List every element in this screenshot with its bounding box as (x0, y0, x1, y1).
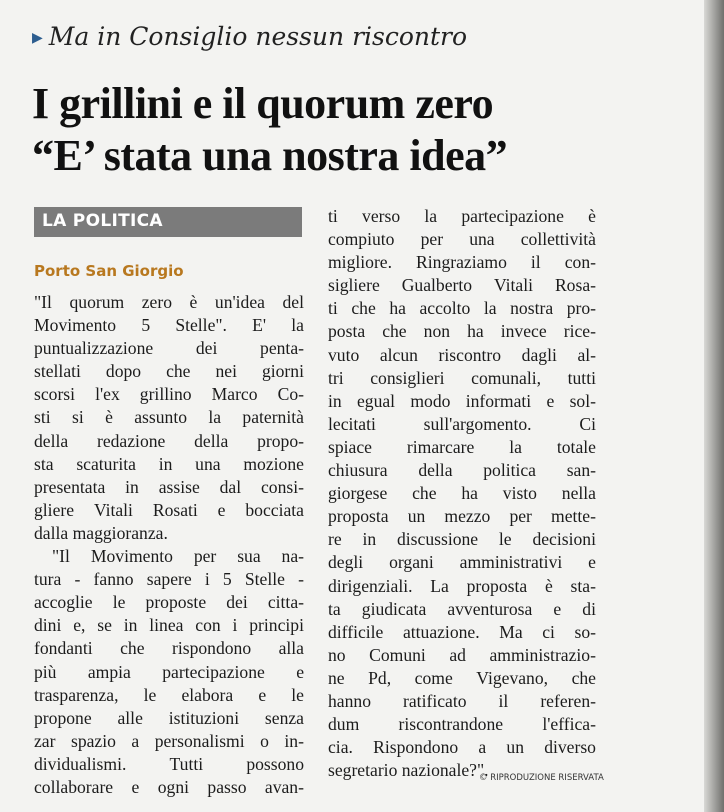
text-line: dum riscontrandone l'effica- (328, 714, 596, 735)
text-line: compiuto per una collettività (328, 229, 596, 250)
text-line: della redazione della propo- (34, 430, 304, 451)
text-line: "Il quorum zero è un'idea del (34, 292, 304, 312)
text-line: fondanti che rispondono alla (34, 638, 304, 659)
text-line: tura - fanno sapere i 5 Stelle - (34, 569, 304, 590)
text-line: puntualizzazione dei penta- (34, 338, 304, 359)
text-line: cia. Rispondono a un diverso (328, 737, 596, 758)
text-line: trasparenza, le elabora e le (34, 684, 304, 705)
kicker-text: Ma in Consiglio nessun riscontro (48, 22, 468, 51)
text-line: no Comuni ad amministrazio- (328, 644, 596, 665)
section-label (34, 207, 302, 237)
text-line: spiace rimarcare la totale (328, 436, 596, 457)
text-line: degli organi amministrativi e (328, 552, 596, 573)
text-line: più ampia partecipazione e (34, 661, 304, 682)
text-line: "Il Movimento per sua na- (52, 546, 304, 567)
text-line: stellati dopo che nei giorni (34, 361, 304, 382)
kicker (32, 22, 467, 51)
text-line: lecitati sull'argomento. Ci (328, 413, 596, 434)
copyright-notice: © RIPRODUZIONE RISERVATA (479, 773, 604, 783)
article-column-2 (328, 205, 596, 782)
page-edge-shadow (704, 0, 724, 812)
text-line: sigliere Gualberto Vitali Rosa- (328, 275, 596, 296)
text-line: ti che ha accolto la nostra pro- (328, 298, 596, 319)
text-line: chiusura della politica san- (328, 460, 596, 481)
text-line: ne Pd, come Vigevano, che (328, 667, 596, 688)
text-line: proposta un mezzo per mette- (328, 506, 596, 527)
headline-line-2: “E’ stata una nostra idea” (32, 131, 508, 180)
text-line: giorgese che ha visto nella (328, 483, 596, 504)
text-line: dalla maggioranza. (34, 522, 168, 543)
text-line: dividualismi. Tutti possono (34, 753, 304, 774)
triangle-bullet-icon: ▶ (32, 30, 43, 46)
text-line: sta scaturita in una mozione (34, 453, 304, 474)
text-line: scorsi l'ex grillino Marco Co- (34, 384, 304, 405)
text-line: migliore. Ringraziamo il con- (328, 252, 596, 273)
text-line: posta che non ha invece rice- (328, 321, 596, 342)
article-column-1 (34, 291, 304, 799)
text-line: presentata in assise dal consi- (34, 476, 304, 497)
text-line: Movimento 5 Stelle". E' la (34, 315, 304, 336)
text-line: dini e, se in linea con i principi (34, 615, 304, 636)
section-label-text: LA POLITICA (42, 211, 163, 231)
text-line: accoglie le proposte dei citta- (34, 592, 304, 613)
text-line: propone alle istituzioni senza (34, 707, 304, 728)
text-line: tri consiglieri comunali, tutti (328, 367, 596, 388)
text-line: in egual modo informati e sol- (328, 390, 596, 411)
text-line: zar spazio a personalismi o in- (34, 730, 304, 751)
text-line: ti verso la partecipazione è (328, 206, 596, 226)
text-line: hanno ratificato il referen- (328, 690, 596, 711)
text-line: gliere Vitali Rosati e bocciata (34, 499, 304, 520)
headline (32, 78, 507, 182)
text-line: dirigenziali. La proposta è sta- (328, 575, 596, 596)
headline-line-1: I grillini e il quorum zero (32, 79, 494, 128)
text-line: vuto alcun riscontro dagli al- (328, 344, 596, 365)
dateline: Porto San Giorgio (34, 262, 184, 280)
text-line: segretario nazionale?". (328, 760, 489, 781)
text-line: collaborare e ogni passo avan- (34, 776, 304, 797)
text-line: re in discussione le decisioni (328, 529, 596, 550)
text-line: difficile attuazione. Ma ci so- (328, 621, 596, 642)
text-line: ta giudicata avventurosa e di (328, 598, 596, 619)
text-line: sti si è assunto la paternità (34, 407, 304, 428)
